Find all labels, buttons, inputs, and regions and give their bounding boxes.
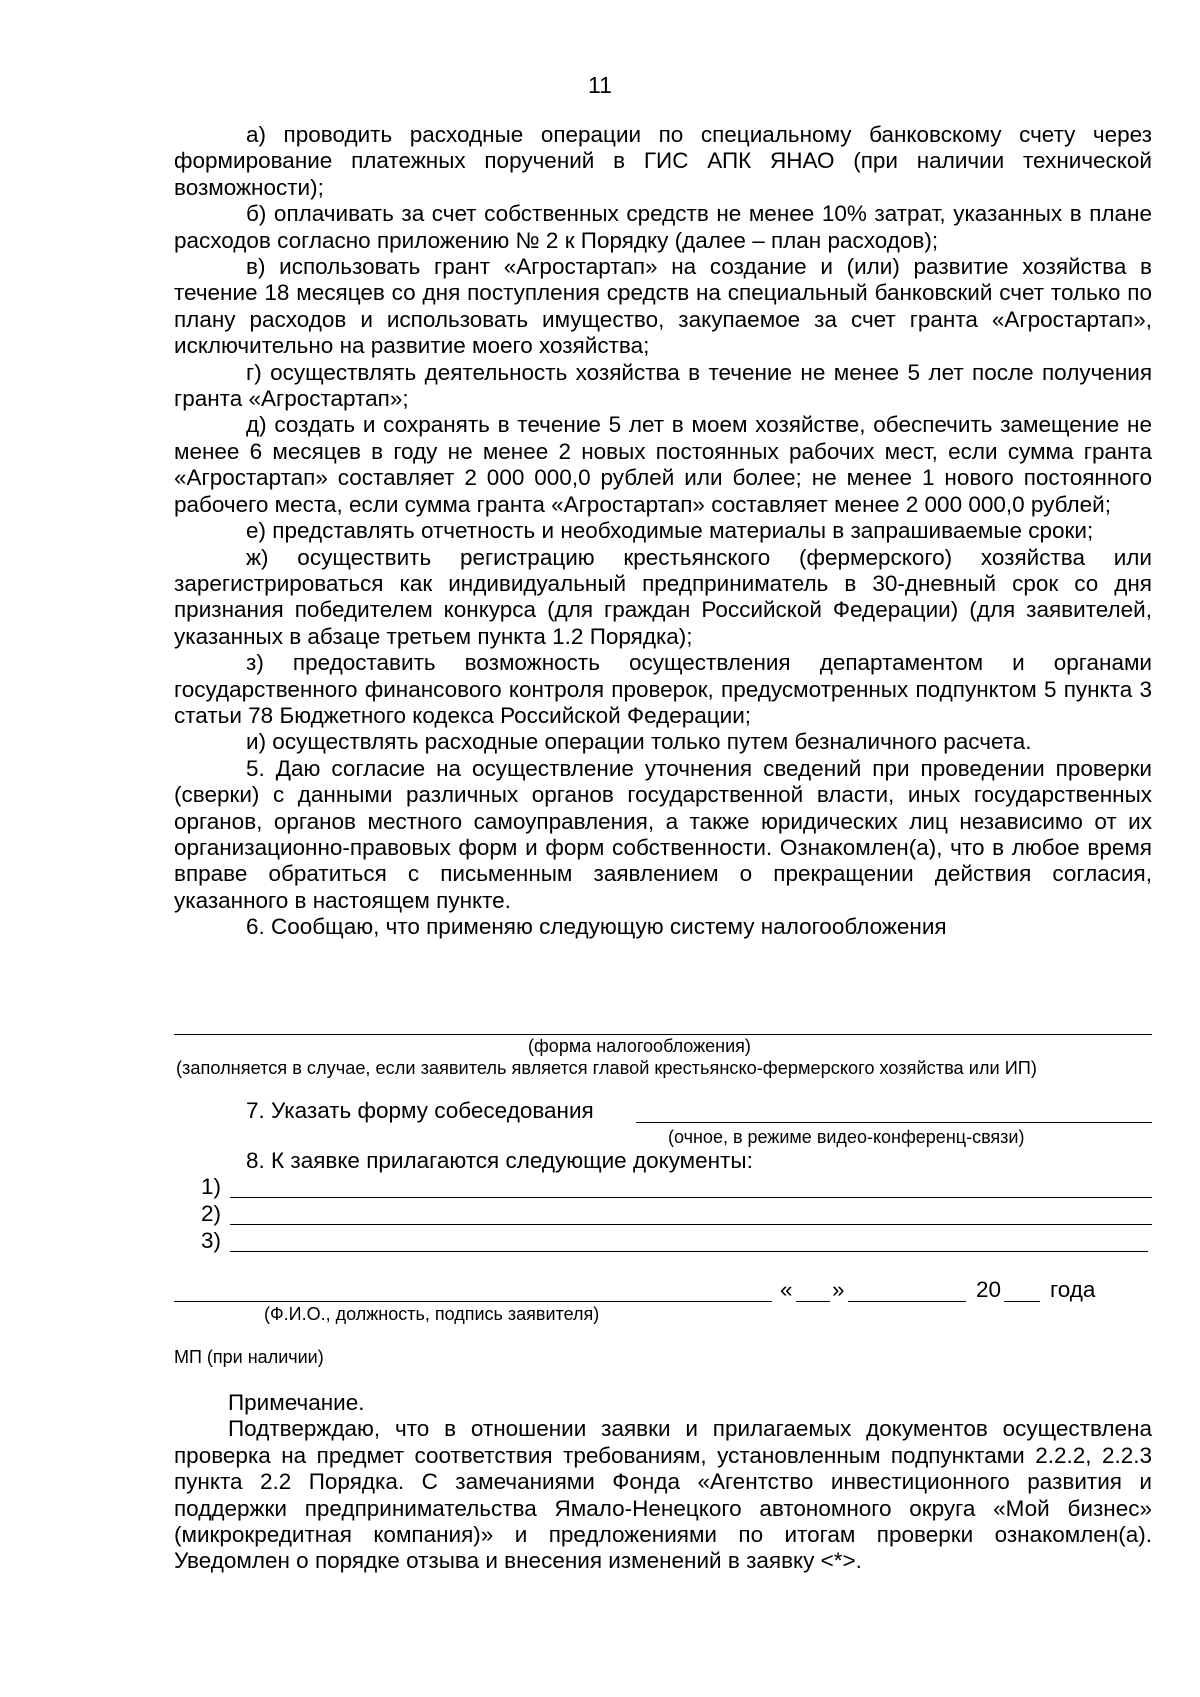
attachment-item-2-line[interactable]: [230, 1224, 1152, 1225]
interview-caption: (очное, в режиме видео-конференц-связи): [668, 1127, 1025, 1147]
interview-form-line[interactable]: [636, 1122, 1152, 1123]
date-year-prefix: 20: [976, 1277, 1002, 1302]
paragraph-e: е) представлять отчетность и необходимые материалы в запрашиваемые сроки;: [246, 518, 1094, 544]
date-quote-open: «: [780, 1277, 793, 1302]
paragraph-a: а) проводить расходные операции по специальному банковскому счету через формирование платежных поручений в ГИС АПК ЯНАО (при наличии технической возможности);: [174, 122, 1152, 200]
tax-form-note: (заполняется в случае, если заявитель является главой крестьянско-фермерского хозяйства или ИП): [176, 1058, 1037, 1078]
signature-line[interactable]: [174, 1301, 772, 1302]
interview-label: 7. Указать форму собеседования: [246, 1098, 594, 1123]
note-text: Подтверждаю, что в отношении заявки и прилагаемых документов осуществлена проверка на предмет соответствия требованиям, установленным подпунктами 2.2.2, 2.2.3 пункта 2.2 Порядка. С замечаниями Фонда «Агентство инвестиционного развития и поддержки предпринимательства Ямало-Ненецкого автономного округа «Мой бизнес» (микрокредитная компания)» и предложениями по итогам проверки ознакомлен(а). Уведомлен о порядке отзыва и внесения изменений в заявку <*>.: [174, 1416, 1152, 1574]
tax-form-line[interactable]: [174, 1034, 1152, 1035]
note-title: Примечание.: [228, 1390, 365, 1415]
signature-caption: (Ф.И.О., должность, подпись заявителя): [264, 1304, 600, 1324]
paragraph-b: б) оплачивать за счет собственных средств не менее 10% затрат, указанных в плане расходов согласно приложению № 2 к Порядку (далее – план расходов);: [174, 201, 1152, 253]
paragraph-i: и) осуществлять расходные операции только путем безналичного расчета.: [246, 729, 1032, 755]
date-day-line[interactable]: [796, 1301, 830, 1302]
attachment-item-3-number: 3): [201, 1228, 222, 1253]
paragraph-zh: ж) осуществить регистрацию крестьянского (фермерского) хозяйства или зарегистрироваться как индивидуальный предприниматель в 30-дневный срок со дня признания победителем конкурса (для граждан Российской Федерации) (для заявителей, указанных в абзаце третьем пункта 1.2 Порядка);: [174, 544, 1152, 649]
stamp-label: МП (при наличии): [174, 1347, 324, 1367]
date-year-suffix: года: [1050, 1277, 1096, 1302]
date-quote-close: »: [832, 1277, 845, 1302]
attachment-item-1-number: 1): [201, 1174, 222, 1199]
paragraph-d: д) создать и сохранять в течение 5 лет в моем хозяйстве, обеспечить замещение не менее 6 месяцев в году не менее 2 новых постоянных рабочих мест, если сумма гранта «Агростартап» составляет 2 000 000,0 рублей или более; не менее 1 нового постоянного рабочего места, если сумма гранта «Агростартап» составляет менее 2 000 000,0 рублей;: [174, 412, 1152, 517]
paragraph-v: в) использовать грант «Агростартап» на создание и (или) развитие хозяйства в течение 18 месяцев со дня поступления средств на специальный банковский счет только по плану расходов и использовать имущество, закупаемое за счет гранта «Агростартап», исключительно на развитие моего хозяйства;: [174, 254, 1152, 359]
date-month-line[interactable]: [848, 1301, 966, 1302]
attachments-label: 8. К заявке прилагаются следующие документы:: [246, 1148, 753, 1173]
paragraph-g: г) осуществлять деятельность хозяйства в течение не менее 5 лет после получения гранта «Агростартап»;: [174, 359, 1152, 412]
attachment-item-2-number: 2): [201, 1201, 222, 1226]
main-text: [174, 122, 1152, 941]
paragraph-z: з) предоставить возможность осуществления департаментом и органами государственного финансового контроля проверок, предусмотренных подпунктом 5 пункта 3 статьи 78 Бюджетного кодекса Российской Федерации;: [174, 650, 1152, 728]
note-section: [174, 1390, 1152, 1575]
paragraph-5-consent: 5. Даю согласие на осуществление уточнения сведений при проведении проверки (сверки) с данными различных органов государственной власти, иных государственных органов, органов местного самоуправления, а также юридических лиц независимо от их организационно-правовых форм и форм собственности. Ознакомлен(а), что в любое время вправе обратиться с письменным заявлением о прекращении действия согласия, указанного в настоящем пункте.: [174, 755, 1152, 913]
attachment-item-3-line[interactable]: [230, 1251, 1148, 1252]
attachment-item-1-line[interactable]: [230, 1197, 1152, 1198]
tax-form-caption: (форма налогообложения): [528, 1036, 751, 1056]
date-year-line[interactable]: [1004, 1301, 1040, 1302]
paragraph-6-tax: 6. Сообщаю, что применяю следующую систему налогообложения: [246, 914, 947, 940]
page-number: 11: [588, 72, 612, 98]
